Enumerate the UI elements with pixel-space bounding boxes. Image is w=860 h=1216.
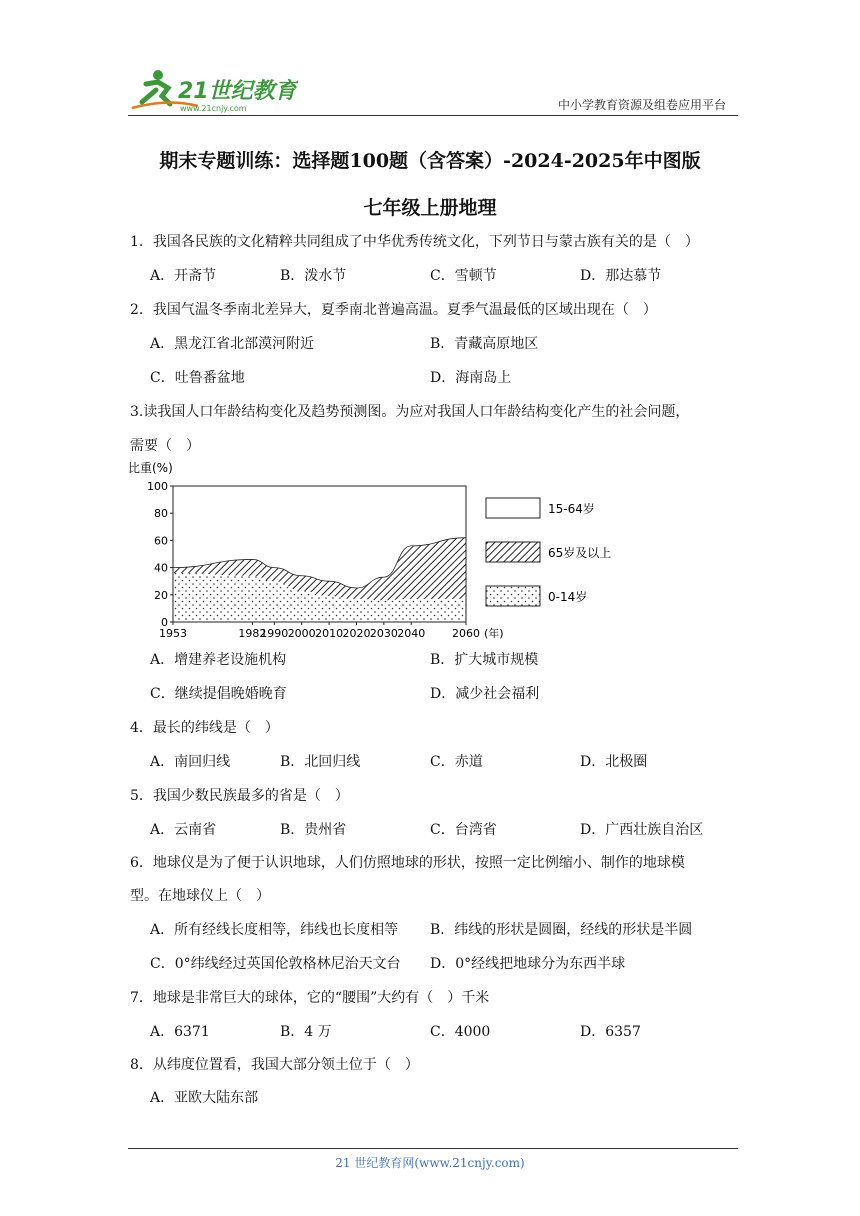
svg-text:21世纪教育: 21世纪教育 <box>178 79 297 104</box>
question-6-option-d[interactable]: D．0°经线把地球分为东西半球 <box>430 956 626 972</box>
question-1: 1．我国各民族的文化精粹共同组成了中华优秀传统文化，下列节日与蒙古族有关的是（ ） <box>130 234 699 250</box>
question-7-option-a[interactable]: A．6371 <box>150 1024 210 1040</box>
y-tick-label: 100 <box>147 480 168 493</box>
question-2-option-b[interactable]: B．青藏高原地区 <box>430 336 539 352</box>
chart-x-label: (年) <box>484 627 504 640</box>
question-2: 2．我国气温冬季南北差异大，夏季南北普遍高温。夏季气温最低的区域出现在（ ） <box>130 302 657 318</box>
legend-label: 15-64岁 <box>548 502 595 516</box>
question-5-option-d[interactable]: D．广西壮族自治区 <box>580 822 704 838</box>
question-2-option-a[interactable]: A．黑龙江省北部漠河附近 <box>150 336 315 352</box>
question-7-option-b[interactable]: B．4 万 <box>280 1024 332 1040</box>
question-8-option-a[interactable]: A．亚欧大陆东部 <box>150 1090 259 1106</box>
x-tick-label: 1982 <box>238 627 267 640</box>
site-logo <box>128 66 298 116</box>
x-tick-label: 2040 <box>397 627 426 640</box>
question-4-option-a[interactable]: A．南回归线 <box>150 754 231 770</box>
legend-label: 0-14岁 <box>548 590 588 604</box>
question-3-option-a[interactable]: A．增建养老设施机构 <box>150 652 287 668</box>
x-tick-label: 2010 <box>315 627 344 640</box>
question-4-option-d[interactable]: D．北极圈 <box>580 754 648 770</box>
page-title-line1: 期末专题训练：选择题100题（含答案）-2024-2025年中图版 <box>159 150 701 172</box>
footer-link[interactable]: 21 世纪教育网(www.21cnjy.com) <box>335 1156 525 1170</box>
question-6-option-a[interactable]: A．所有经线长度相等，纬线也长度相等 <box>150 922 399 938</box>
legend-swatch <box>486 586 540 606</box>
question-3-option-b[interactable]: B．扩大城市规模 <box>430 652 539 668</box>
y-tick-label: 20 <box>154 588 168 602</box>
population-age-chart <box>128 456 648 646</box>
question-3-option-c[interactable]: C．继续提倡晚婚晚育 <box>150 686 287 702</box>
question-6-option-b[interactable]: B．纬线的形状是圆圈，经线的形状是半圆 <box>430 922 693 938</box>
y-tick-label: 80 <box>154 507 168 521</box>
question-3-stem-line2: 需要（ ） <box>130 438 200 454</box>
x-tick-label: 1990 <box>260 627 289 640</box>
page-title-line2: 七年级上册地理 <box>363 197 497 219</box>
question-3: 3.读我国人口年龄结构变化及趋势预测图。为应对我国人口年龄结构变化产生的社会问题， <box>130 404 690 420</box>
question-4-option-b[interactable]: B．北回归线 <box>280 754 361 770</box>
question-5: 5．我国少数民族最多的省是（ ） <box>130 788 349 804</box>
question-2-option-c[interactable]: C．吐鲁番盆地 <box>150 370 245 386</box>
legend-swatch <box>486 542 540 562</box>
header-divider <box>128 115 738 116</box>
question-8: 8．从纬度位置看，我国大部分领土位于（ ） <box>130 1057 419 1073</box>
legend-label: 65岁及以上 <box>548 546 612 560</box>
x-tick-label: 2020 <box>342 627 371 640</box>
question-4-option-c[interactable]: C．赤道 <box>430 754 483 770</box>
question-7-option-c[interactable]: C．4000 <box>430 1024 491 1040</box>
footer-divider <box>128 1148 738 1149</box>
question-5-option-a[interactable]: A．云南省 <box>150 822 217 838</box>
svg-text:www.21cnjy.com: www.21cnjy.com <box>180 104 247 113</box>
question-6-option-c[interactable]: C．0°纬线经过英国伦敦格林尼治天文台 <box>150 956 401 972</box>
question-6: 6．地球仪是为了便于认识地球，人们仿照地球的形状，按照一定比例缩小、制作的地球模 <box>130 855 685 871</box>
y-tick-label: 0 <box>161 616 168 629</box>
question-5-option-c[interactable]: C．台湾省 <box>430 822 497 838</box>
x-tick-label: 1953 <box>159 627 187 640</box>
question-1-option-a[interactable]: A．开斋节 <box>150 268 217 284</box>
question-3-option-d[interactable]: D．减少社会福利 <box>430 686 540 702</box>
x-tick-label: 2030 <box>369 627 398 640</box>
question-1-option-c[interactable]: C．雪顿节 <box>430 268 497 284</box>
question-7-option-d[interactable]: D．6357 <box>580 1024 641 1040</box>
y-tick-label: 60 <box>154 534 168 548</box>
question-6-stem-line2: 型。在地球仪上（ ） <box>130 888 270 904</box>
question-4: 4．最长的纬线是（ ） <box>130 720 279 736</box>
question-2-option-d[interactable]: D．海南岛上 <box>430 370 512 386</box>
question-1-option-b[interactable]: B．泼水节 <box>280 268 347 284</box>
x-tick-label: 2000 <box>287 627 316 640</box>
x-tick-label: 2060 <box>452 627 480 640</box>
question-5-option-b[interactable]: B．贵州省 <box>280 822 347 838</box>
page-header <box>128 66 738 116</box>
chart-y-label: 比重(%) <box>128 461 173 475</box>
header-platform-text: 中小学教育资源及组卷应用平台 <box>557 98 726 112</box>
legend-swatch <box>486 498 540 518</box>
y-tick-label: 40 <box>154 561 168 575</box>
question-1-option-d[interactable]: D．那达慕节 <box>580 268 662 284</box>
question-7: 7．地球是非常巨大的球体，它的“腰围”大约有（ ）千米 <box>130 990 490 1006</box>
